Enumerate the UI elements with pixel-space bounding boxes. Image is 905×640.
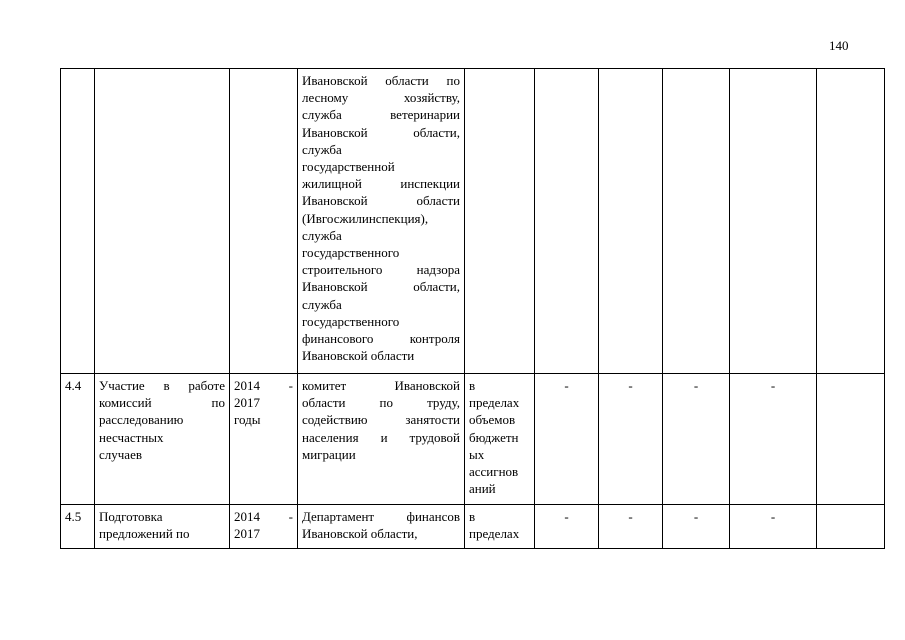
word: строительного xyxy=(302,262,383,278)
word: труду, xyxy=(427,395,460,411)
word: содействию xyxy=(302,412,368,428)
table-row xyxy=(61,69,885,374)
period-end: 2017 xyxy=(234,526,260,542)
word: ветеринарии xyxy=(390,107,460,123)
event-cell xyxy=(95,505,230,549)
value-cell-4 xyxy=(730,69,817,374)
word: финансов xyxy=(406,509,460,524)
word: и xyxy=(380,429,388,445)
word: Ивановской xyxy=(394,378,460,393)
executor-line: служба xyxy=(302,141,342,157)
period-end: 2017 xyxy=(234,395,260,411)
word: комиссий xyxy=(99,395,152,411)
executor-cell xyxy=(298,374,465,505)
executor-line xyxy=(302,429,460,446)
word: жилищной xyxy=(302,176,362,192)
executor-line xyxy=(302,72,460,89)
word: инспекции xyxy=(400,176,460,192)
word: области, xyxy=(413,279,460,295)
word: области xyxy=(302,395,346,411)
word: по xyxy=(379,395,393,411)
funding-line: объемов xyxy=(469,412,516,428)
word: лесному xyxy=(302,90,349,106)
word: населения xyxy=(302,429,359,445)
executor-line: (Ивгосжилинспекция), xyxy=(302,210,429,226)
executor-line: государственной xyxy=(302,159,395,175)
empty-cell xyxy=(817,505,885,549)
word: работе xyxy=(188,378,225,393)
period-cell xyxy=(230,69,298,374)
event-line: случаев xyxy=(99,446,142,462)
word: контроля xyxy=(409,331,460,347)
executor-line xyxy=(302,175,460,192)
event-line: расследованию xyxy=(99,412,184,428)
funding-line: пределах xyxy=(469,395,520,411)
event-line xyxy=(99,377,225,394)
funding-cell xyxy=(465,374,535,505)
word: финансового xyxy=(302,331,374,347)
funding-line: в xyxy=(469,509,476,524)
word: в xyxy=(163,378,170,393)
event-cell xyxy=(95,374,230,505)
word: трудовой xyxy=(409,429,460,445)
executor-cell xyxy=(298,69,465,374)
period-cell xyxy=(230,505,298,549)
word: по xyxy=(446,73,460,88)
funding-cell xyxy=(465,69,535,374)
funding-line: бюджетн xyxy=(469,429,519,445)
word: области xyxy=(385,73,429,88)
executor-line xyxy=(302,261,460,278)
value-cell-3: - xyxy=(663,505,730,549)
value-cell-3 xyxy=(663,69,730,374)
event-line xyxy=(99,394,225,411)
executor-line xyxy=(302,394,460,411)
executor-line: служба xyxy=(302,296,342,312)
row-number xyxy=(61,69,95,374)
executor-line: Ивановской области, xyxy=(302,526,418,542)
period-dash: - xyxy=(288,378,293,393)
row-number: 4.4 xyxy=(61,374,95,505)
value-cell-4: - xyxy=(730,374,817,505)
row-number: 4.5 xyxy=(61,505,95,549)
period-unit: годы xyxy=(234,412,261,428)
word: Ивановской xyxy=(302,124,368,140)
executor-line: Ивановской области xyxy=(302,348,415,364)
value-cell-1 xyxy=(535,69,599,374)
period-dash: - xyxy=(288,509,293,524)
executor-line: служба xyxy=(302,227,342,243)
executor-line xyxy=(302,106,460,123)
executor-line xyxy=(302,192,460,209)
period-cell xyxy=(230,374,298,505)
plan-table xyxy=(60,68,885,549)
value-cell-2: - xyxy=(599,505,663,549)
executor-line xyxy=(302,330,460,347)
funding-cell xyxy=(465,505,535,549)
executor-line xyxy=(302,278,460,295)
period-start: 2014 xyxy=(234,378,260,393)
period-start: 2014 xyxy=(234,509,260,524)
word: занятости xyxy=(405,412,460,428)
funding-line: ассигнов xyxy=(469,464,519,480)
table-row xyxy=(61,505,885,549)
value-cell-4: - xyxy=(730,505,817,549)
page-number: 140 xyxy=(829,38,849,53)
period-line xyxy=(234,508,293,525)
executor-line xyxy=(302,124,460,141)
value-cell-1: - xyxy=(535,505,599,549)
event-line: несчастных xyxy=(99,429,164,445)
value-cell-2: - xyxy=(599,374,663,505)
executor-line xyxy=(302,89,460,106)
word: Департамент xyxy=(302,509,375,524)
word: области, xyxy=(413,124,460,140)
word: надзора xyxy=(416,262,460,278)
executor-line: миграции xyxy=(302,446,356,462)
value-cell-2 xyxy=(599,69,663,374)
word: Участие xyxy=(99,378,145,393)
word: области xyxy=(416,193,460,209)
word: Ивановской xyxy=(302,73,368,88)
table-row xyxy=(61,374,885,505)
executor-line xyxy=(302,508,460,525)
event-line: Подготовка xyxy=(99,509,163,524)
funding-line: аний xyxy=(469,481,496,497)
executor-line: государственного xyxy=(302,245,400,261)
funding-line: в xyxy=(469,378,476,393)
executor-cell xyxy=(298,505,465,549)
funding-line: пределах xyxy=(469,526,520,542)
event-cell xyxy=(95,69,230,374)
event-line: предложений по xyxy=(99,526,190,542)
funding-line: ых xyxy=(469,446,485,462)
value-cell-1: - xyxy=(535,374,599,505)
executor-line: государственного xyxy=(302,313,400,329)
value-cell-3: - xyxy=(663,374,730,505)
empty-cell xyxy=(817,374,885,505)
executor-line xyxy=(302,377,460,394)
word: Ивановской xyxy=(302,279,368,295)
empty-cell xyxy=(817,69,885,374)
word: по xyxy=(211,395,225,411)
executor-line xyxy=(302,411,460,428)
word: комитет xyxy=(302,378,347,393)
word: служба xyxy=(302,107,342,123)
period-line xyxy=(234,377,293,394)
word: хозяйству, xyxy=(403,90,460,106)
word: Ивановской xyxy=(302,193,368,209)
